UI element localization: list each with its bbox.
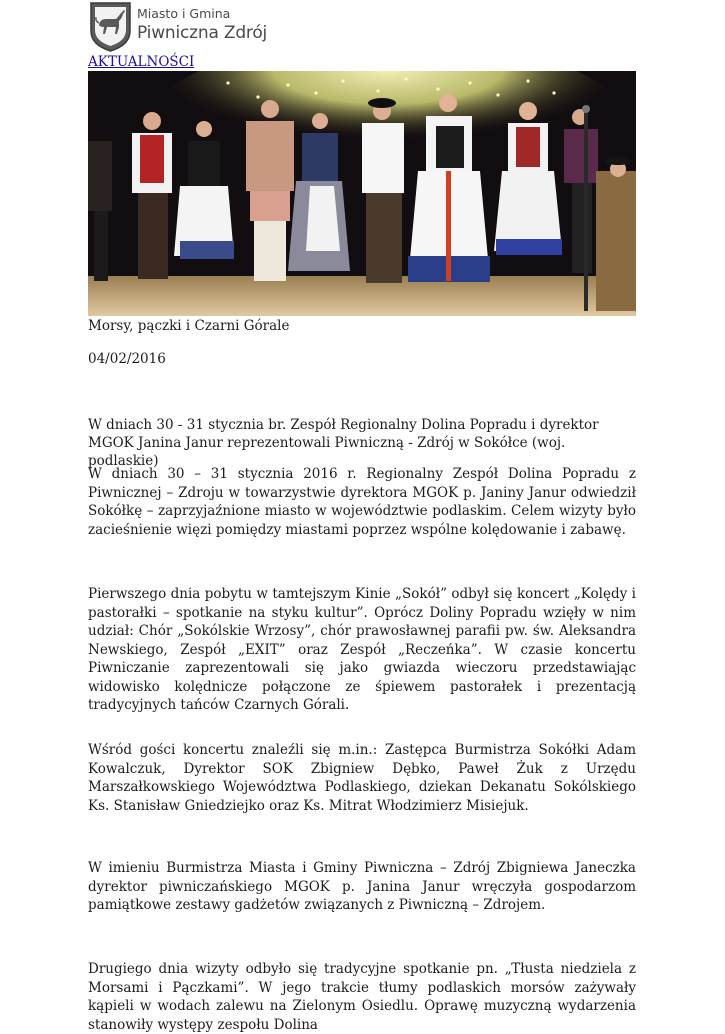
article-paragraph: W imieniu Burmistrza Miasta i Gminy Piwniczna – Zdrój Zbigniewa Janeczka dyrektor piwniczańskiego MGOK p. Janina Janur wręczyła gospodarzom pamiątkowe zestawy gadżetów związanych z Piwniczną – Zdrojem. (88, 860, 636, 913)
article-paragraph: Pierwszego dnia pobytu w tamtejszym Kinie „Sokół” odbył się koncert „Kolędy i pastorałki – spotkanie na styku kultur”. Oprócz Doliny Popradu wzięły w nim udział: Chór „Sokólskie Wrzosy”, chór prawosławnej parafii pw. św. Aleksandra Newskiego, Zespół „EXIT” oraz Zespół „Reczeńka”. W czasie koncertu Piwniczanie zaprezentowali się jako gwiazda wieczoru przedstawiając widowisko kolędnicze połączone ze śpiewem pastorałek i prezentacją tradycyjnych tańców Czarnych Górali. (88, 586, 636, 713)
article-title: Morsy, pączki i Czarni Górale (88, 318, 290, 334)
article-date: 04/02/2016 (88, 351, 166, 367)
logo-line2: Piwniczna Zdrój (137, 23, 268, 43)
folk-ensemble-photo (88, 71, 636, 316)
logo-line1: Miasto i Gmina (137, 6, 231, 21)
article-paragraph: Wśród gości koncertu znaleźli się m.in.: Zastępca Burmistrza Sokółki Adam Kowalczuk, Dyrektor SOK Zbigniew Dębko, Paweł Żuk z Urzędu Marszałkowskiego Województwa Podlaskiego, dziekan Dekanatu Sokólskiego Ks. Stanisław Gniedziejko oraz Ks. Mitrat Włodzimierz Misiejuk. (88, 742, 636, 814)
article-paragraph: Drugiego dnia wizyty odbyło się tradycyjne spotkanie pn. „Tłusta niedziela z Morsami i Pączkami”. W jego trakcie tłumy podlaskich morsów zażywały kąpieli w wodach zalewu na Zielonym Osiedlu. Oprawę muzyczną wydarzenia stanowiły występy zespołu Dolina (88, 961, 636, 1033)
article-photo (88, 71, 636, 316)
article-lead: W dniach 30 - 31 stycznia br. Zespół Regionalny Dolina Popradu i dyrektor MGOK Janina Janur reprezentowali Piwniczną - Zdrój w Sokółce (woj. podlaskie) (88, 417, 599, 469)
category-link[interactable]: AKTUALNOŚCI (88, 54, 195, 70)
crest-icon (88, 1, 133, 53)
site-logo[interactable] (88, 1, 268, 53)
article-paragraph: W dniach 30 – 31 stycznia 2016 r. Regionalny Zespół Dolina Popradu z Piwnicznej – Zdroju w towarzystwie dyrektora MGOK p. Janiny Janur odwiedził Sokółkę – zaprzyjaźnione miasto w województwie podlaskim. Celem wizyty było zacieśnienie więzi pomiędzy miastami poprzez wspólne kolędowanie i zabawę. (88, 466, 636, 538)
